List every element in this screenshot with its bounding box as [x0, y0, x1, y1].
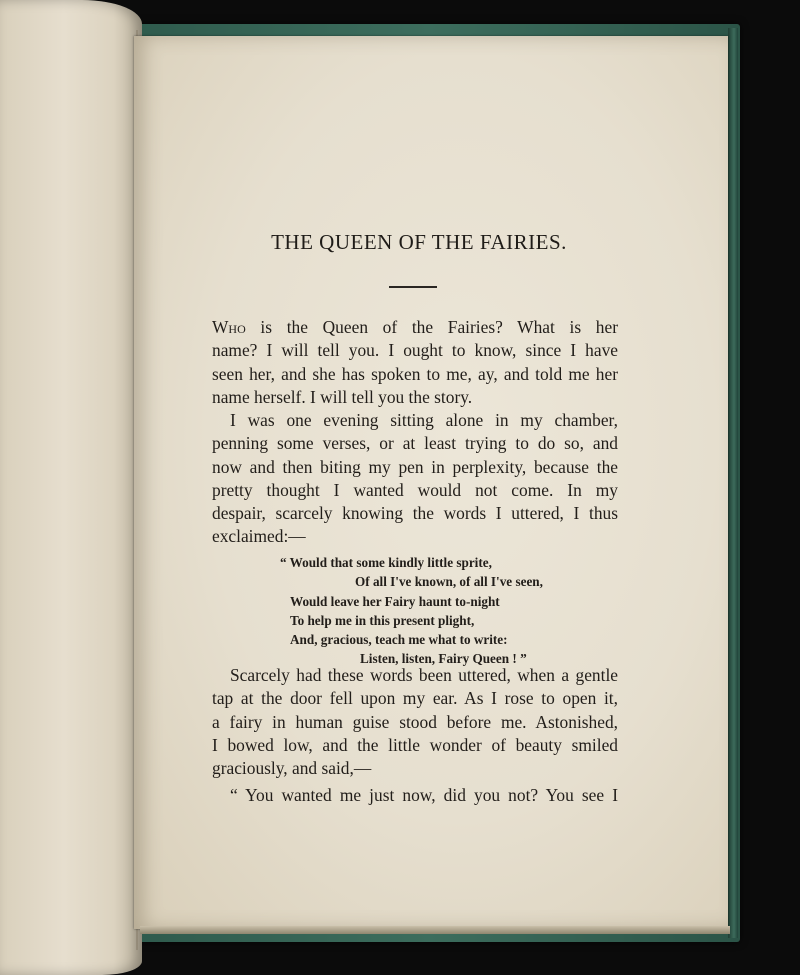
text-line: name? I will tell you. I ought to know, since I have	[212, 340, 618, 361]
verse-line: Listen, listen, Fairy Queen ! ”	[360, 651, 527, 667]
text-line: Scarcely had these words been uttered, when a gentle	[230, 665, 618, 685]
paragraph-2	[212, 409, 618, 549]
text-line: seen her, and she has spoken to me, ay, and told me her	[212, 363, 618, 384]
verse-line: “ Would that some kindly little sprite,	[280, 555, 492, 570]
text-line: tap at the door fell upon my ear. As I rose to open it,	[212, 688, 618, 709]
paragraph-3	[212, 664, 618, 780]
left-page-blank	[0, 0, 142, 975]
verse-line: Would leave her Fairy haunt to-night	[290, 593, 500, 609]
verse-quote	[280, 553, 580, 669]
drop-word: Who	[212, 317, 246, 337]
text-line: Who is the Queen of the Fairies? What is her	[212, 317, 618, 337]
text-line: exclaimed:—	[212, 526, 306, 547]
page-block-edge	[140, 926, 730, 934]
text-line: name herself. I will tell you the story.	[212, 386, 473, 407]
chapter-title: THE QUEEN OF THE FAIRIES.	[271, 230, 567, 254]
text-line: pretty thought I wanted would not come. In my	[212, 479, 618, 500]
text-line: graciously, and said,—	[212, 758, 372, 779]
cover-edge	[728, 28, 738, 938]
paragraph-4	[212, 784, 618, 807]
verse-line: Of all I've known, of all I've seen,	[355, 574, 543, 590]
text-line: despair, scarcely knowing the words I uttered, I thus	[212, 503, 618, 524]
verse-line: To help me in this present plight,	[290, 612, 475, 628]
title-rule	[389, 286, 437, 288]
text-line: a fairy in human guise stood before me. Astonished,	[212, 711, 618, 732]
text-line: I bowed low, and the little wonder of beauty smiled	[212, 734, 618, 755]
verse-line: And, gracious, teach me what to write:	[290, 632, 508, 648]
text-line: penning some verses, or at least trying to do so, and	[212, 433, 618, 454]
paragraph-1	[212, 316, 618, 409]
text-line: “ You wanted me just now, did you not? You see I	[230, 785, 618, 805]
text-line: now and then biting my pen in perplexity, because the	[212, 456, 618, 477]
text-line: I was one evening sitting alone in my chamber,	[230, 410, 618, 430]
